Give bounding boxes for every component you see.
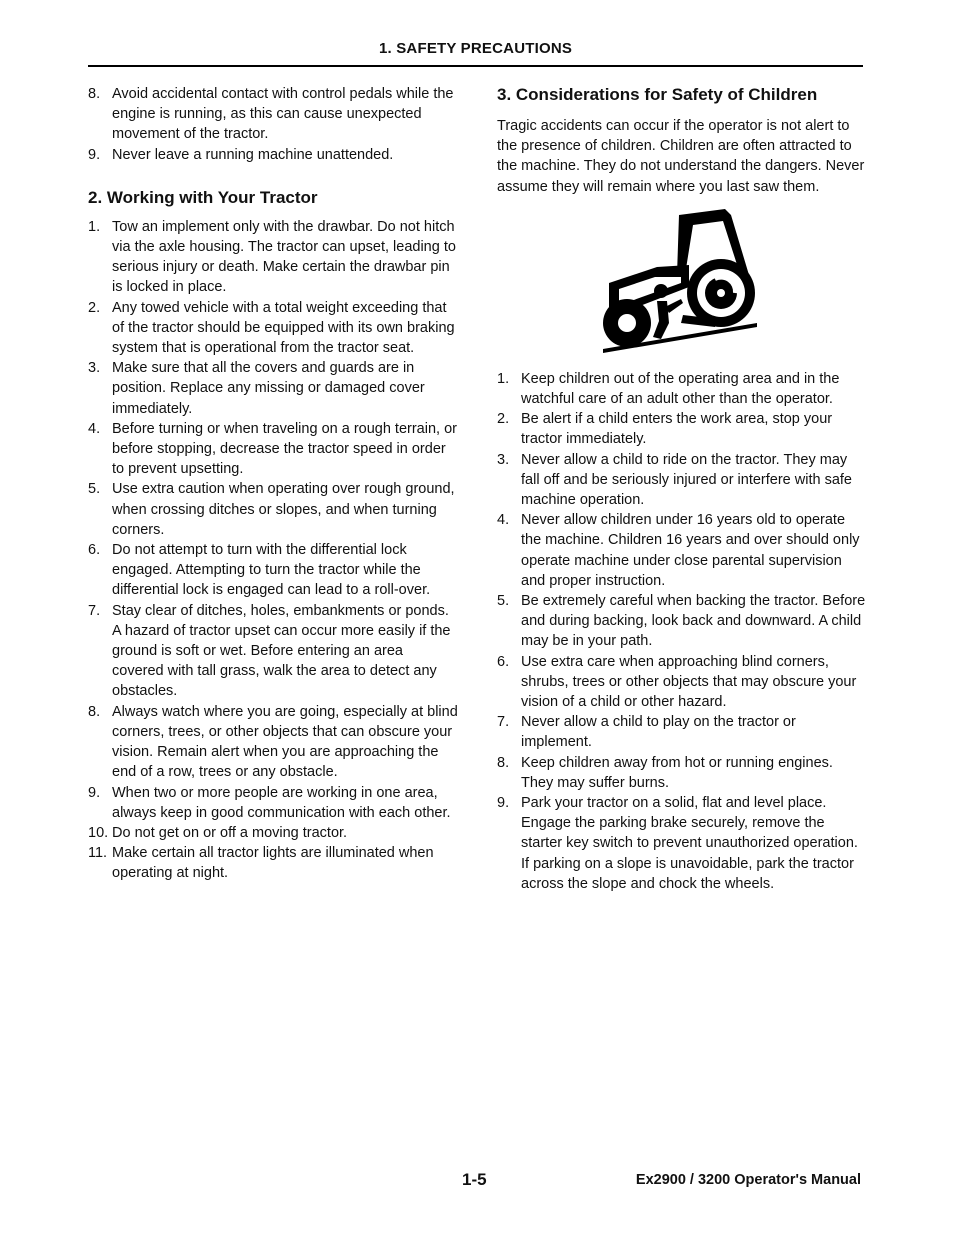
page-number: 1-5 — [462, 1170, 487, 1189]
list-item: 6. Use extra care when approaching blind corners, shrubs, trees or other objects that may obscure your vision of a child or other hazard. — [497, 653, 857, 711]
section-3-list — [497, 369, 867, 894]
list-item: 1. Keep children out of the operating area and in the watchful care of an adult other than the operator. — [497, 370, 840, 408]
list-item: 4. Never allow children under 16 years old to operate the machine. Children 16 years and over should only operate machine under close parental supervision and proper instruction. — [497, 512, 860, 589]
list-item: 1. Tow an implement only with the drawbar. Do not hitch via the axle housing. The tractor can upset, leading to serious injury or death. Make certain the drawbar pin is locked in place. — [88, 218, 456, 296]
list-item: 11. Make certain all tractor lights are illuminated when operating at night. — [88, 845, 434, 882]
page-header-title: 1. SAFETY PRECAUTIONS — [378, 40, 573, 57]
list-item: 7. Never allow a child to play on the tractor or implement. — [497, 714, 796, 751]
list-item: 9. When two or more people are working in one area, always keep in good communication with each other. — [88, 784, 451, 821]
list-item: 2. Be alert if a child enters the work area, stop your tractor immediately. — [497, 411, 833, 448]
list-item: 9. Park your tractor on a solid, flat and level place. Engage the parking brake securely, remove the starter key switch to prevent unauthorized operation. If parking on a slope is unavoidable, park the tractor across the slope and chock the wheels. — [497, 795, 858, 892]
section-3-heading: 3. Considerations for Safety of Children — [497, 85, 818, 104]
list-item: 8. Always watch where you are going, especially at blind corners, trees, or other objects that can obscure your vision. Remain alert when you are approaching the end of a row, trees or any obstacle. — [88, 703, 458, 781]
list-item: 8. Keep children away from hot or running engines. They may suffer burns. — [497, 754, 833, 791]
section-3-intro: Tragic accidents can occur if the operator is not alert to the presence of children. Children are often attracted to the machine. They do not understand the dangers. Never assume they will remain where you last saw them. — [497, 118, 865, 195]
list-item: 8. Avoid accidental contact with control pedals while the engine is running, as this can cause unexpected movement of the tractor. — [88, 86, 454, 143]
section-2-heading: 2. Working with Your Tractor — [88, 187, 318, 207]
list-item: 5. Be extremely careful when backing the tractor. Before and during backing, look back and downward. A child may be in your path. — [497, 593, 866, 650]
continued-list — [88, 84, 458, 165]
left-column — [88, 84, 458, 884]
section-2-list — [88, 217, 458, 884]
list-item: 5. Use extra caution when operating over rough ground, when crossing ditches or slopes, and when turning corners. — [88, 481, 455, 538]
list-item: 4. Before turning or when traveling on a rough terrain, or before stopping, decrease the tractor speed in order to prevent upsetting. — [88, 420, 457, 478]
manual-title: Ex2900 / 3200 Operator's Manual — [635, 1172, 861, 1188]
list-item: 7. Stay clear of ditches, holes, embankments or ponds. A hazard of tractor upset can occur more easily if the ground is soft or wet. Before entering an area covered with tall grass, walk the area to detect any obstacles. — [88, 602, 451, 700]
tractor-child-hazard-icon — [497, 203, 867, 363]
header-divider — [88, 65, 863, 67]
list-item: 3. Never allow a child to ride on the tractor. They may fall off and be seriously injured or interfere with safe machine operation. — [497, 451, 852, 509]
list-item: 6. Do not attempt to turn with the differential lock engaged. Attempting to turn the tractor while the differential lock is engaged can lead to a roll-over. — [88, 542, 431, 599]
list-item: 2. Any towed vehicle with a total weight exceeding that of the tractor should be equipped with its own braking system that is operational from the tractor seat. — [88, 299, 455, 357]
list-item: 9. Never leave a running machine unattended. — [88, 146, 394, 163]
right-column — [497, 84, 867, 894]
list-item: 10. Do not get on or off a moving tractor. — [88, 824, 348, 841]
list-item: 3. Make sure that all the covers and guards are in position. Replace any missing or damaged cover immediately. — [88, 360, 425, 417]
